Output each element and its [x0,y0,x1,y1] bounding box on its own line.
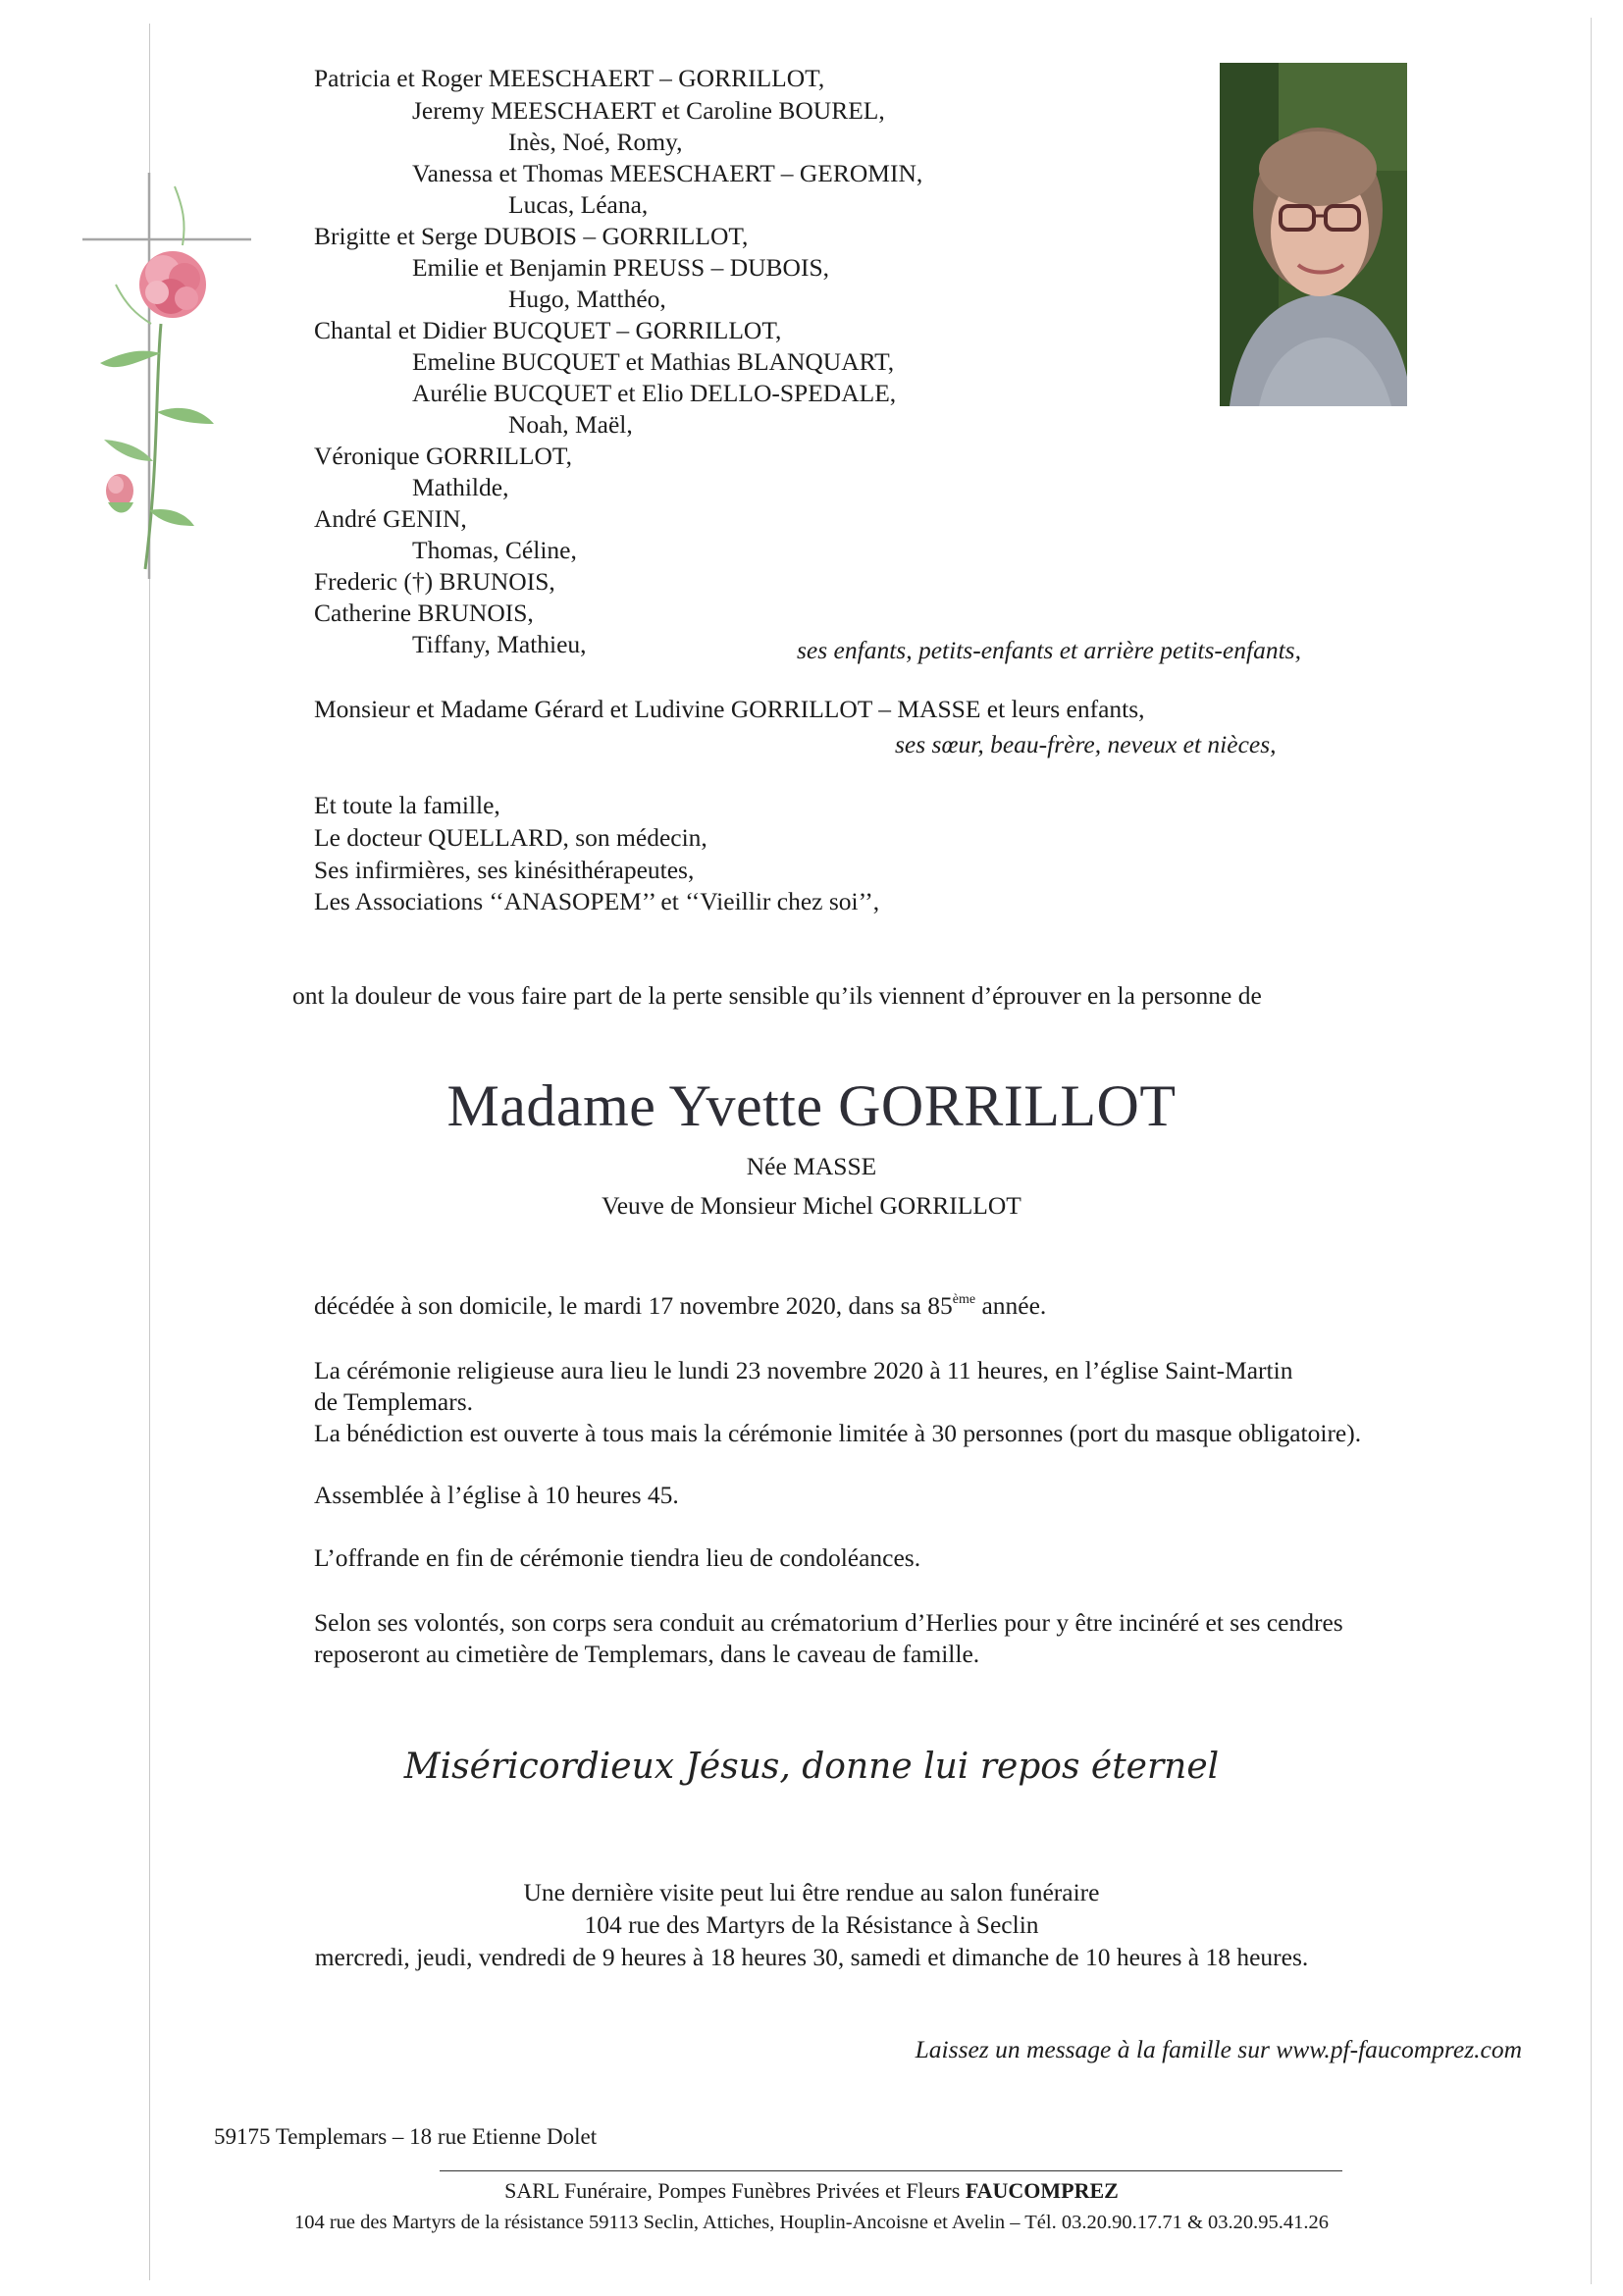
online-message-line: Laissez un message à la famille sur www.pf-faucomprez.com [915,2035,1522,2063]
death-text-end: année. [975,1291,1047,1320]
family-line: Hugo, Matthéo, [508,285,666,313]
others-line: Et toute la famille, [314,791,500,819]
cross-with-carnation-icon [77,167,253,589]
family-line: Véronique GORRILLOT, [314,442,572,470]
family-line: Emilie et Benjamin PREUSS – DUBOIS, [412,253,830,282]
visit-line: 104 rue des Martyrs de la Résistance à Seclin [584,1910,1039,1939]
ceremony-line: La bénédiction est ouverte à tous mais la cérémonie limitée à 30 personnes (port du masque obligatoire). [314,1419,1362,1447]
family-line: André GENIN, [314,504,467,533]
family-line: Jeremy MEESCHAERT et Caroline BOUREL, [412,96,885,125]
family-line: Brigitte et Serge DUBOIS – GORRILLOT, [314,222,749,250]
sibling-line: Monsieur et Madame Gérard et Ludivine GORRILLOT – MASSE et leurs enfants, [314,695,1145,723]
ceremony-line: de Templemars. [314,1387,474,1416]
family-line: Thomas, Céline, [412,536,577,564]
deceased-name: Madame Yvette GORRILLOT [446,1073,1177,1138]
death-line [314,1293,1046,1319]
carnation-flower-icon [100,186,214,569]
family-line: Catherine BRUNOIS, [314,599,534,627]
family-line: Frederic (†) BRUNOIS, [314,567,555,596]
family-line: Lucas, Léana, [508,190,649,219]
ordinal-suffix: ème [952,1292,976,1307]
family-line: Emeline BUCQUET et Mathias BLANQUART, [412,347,895,376]
others-line: Ses infirmières, ses kinésithérapeutes, [314,856,695,884]
maiden-name: Née MASSE [746,1152,877,1180]
visit-line: mercredi, jeudi, vendredi de 9 heures à 18 heures 30, samedi et dimanche de 10 heures à 18 heures. [314,1943,1309,1971]
footer-company [0,2178,1623,2204]
widow-line: Veuve de Monsieur Michel GORRILLOT [602,1191,1021,1220]
wishes-line: Selon ses volontés, son corps sera conduit au crématorium d’Herlies pour y être incinéré et ses cendres [314,1608,1343,1637]
prayer-line: Miséricordieux Jésus, donne lui repos éternel [403,1747,1220,1787]
family-line: Aurélie BUCQUET et Elio DELLO-SPEDALE, [412,379,897,407]
family-line: Inès, Noé, Romy, [508,128,683,156]
footer-company-name: FAUCOMPREZ [965,2178,1119,2203]
wishes-line: reposeront au cimetière de Templemars, dans le caveau de famille. [314,1640,980,1668]
footer-company-prefix: SARL Funéraire, Pompes Funèbres Privées et Fleurs [504,2178,966,2203]
family-line: Noah, Maël, [508,410,633,439]
family-line: Chantal et Didier BUCQUET – GORRILLOT, [314,316,782,344]
announcement: ont la douleur de vous faire part de la perte sensible qu’ils viennent d’éprouver en la personne de [292,981,1262,1010]
home-address: 59175 Templemars – 18 rue Etienne Dolet [214,2124,598,2149]
assembly-line: Assemblée à l’église à 10 heures 45. [314,1481,679,1509]
death-text: décédée à son domicile, le mardi 17 novembre 2020, dans sa 85 [314,1291,953,1320]
family-line: Tiffany, Mathieu, [412,630,587,658]
ceremony-line: La cérémonie religieuse aura lieu le lundi 23 novembre 2020 à 11 heures, en l’église Saint-Martin [314,1356,1293,1384]
visit-line: Une dernière visite peut lui être rendue au salon funéraire [523,1878,1100,1906]
offering-line: L’offrande en fin de cérémonie tiendra lieu de condoléances. [314,1543,921,1572]
family-line: Patricia et Roger MEESCHAERT – GORRILLOT, [314,64,825,92]
family-line: Mathilde, [412,473,509,501]
sibling-caption: ses sœur, beau-frère, neveux et nièces, [895,730,1277,758]
others-line: Le docteur QUELLARD, son médecin, [314,823,707,852]
family-line: Vanessa et Thomas MEESCHAERT – GEROMIN, [412,159,923,187]
footer-contact: 104 rue des Martyrs de la résistance 59113 Seclin, Attiches, Houplin-Ancoisne et Avelin – Tél. 03.20.90.17.71 & 03.20.95.41.26 [293,2212,1330,2233]
children-caption: ses enfants, petits-enfants et arrière petits-enfants, [797,636,1301,664]
footer-divider [440,2170,1342,2171]
portrait-photo [1220,63,1407,406]
others-line: Les Associations ‘‘ANASOPEM’’ et ‘‘Vieillir chez soi’’, [314,887,880,915]
